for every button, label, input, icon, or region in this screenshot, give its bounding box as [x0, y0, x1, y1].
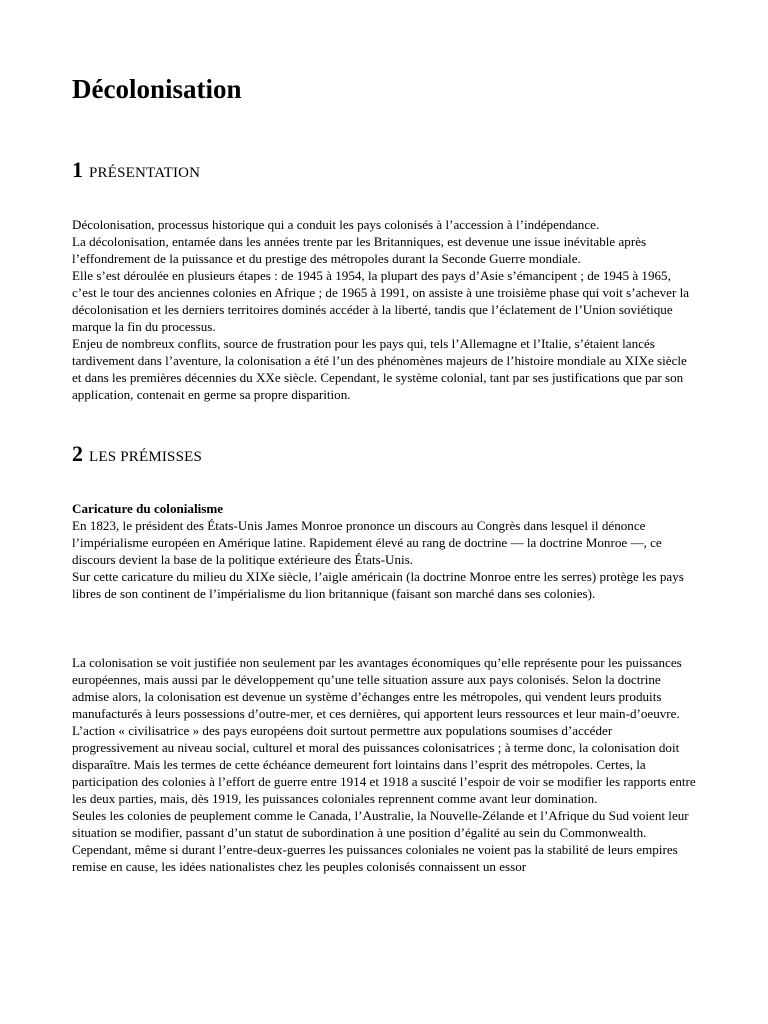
caricature-caption: [72, 500, 698, 602]
section-name: LES PRÉMISSES: [89, 449, 203, 465]
paragraph: Cependant, même si durant l’entre-deux-guerres les puissances coloniales ne voient pas la stabilité de leurs empires remise en cause, les idées nationalistes chez les peuples colonisés connaissent un essor: [72, 842, 678, 874]
paragraph: La décolonisation, entamée dans les années trente par les Britanniques, est devenue une issue inévitable après l’effondrement de la puissance et du prestige des métropoles durant la Seconde Guerre mondiale.: [72, 234, 647, 266]
premisses-body: [72, 654, 698, 875]
paragraph: Seules les colonies de peuplement comme le Canada, l’Australie, la Nouvelle-Zélande et l’Afrique du Sud voient leur situation se modifier, passant d’un statut de subordination à une position d’égalité au sein du Commonwealth.: [72, 808, 689, 840]
presentation-body: [72, 216, 698, 403]
page-title: Décolonisation: [72, 74, 242, 104]
section-number: 2: [72, 441, 83, 466]
section-name: PRÉSENTATION: [89, 165, 201, 181]
paragraph: Décolonisation, processus historique qui a conduit les pays colonisés à l’accession à l’indépendance.: [72, 217, 600, 232]
section-heading-premisses: [72, 441, 202, 470]
section-number: 1: [72, 157, 83, 182]
paragraph: En 1823, le président des États-Unis James Monroe prononce un discours au Congrès dans lesquel il dénonce l’impérialisme européen en Amérique latine. Rapidement élevé au rang de doctrine — la doctrine Monroe —, ce discours devient la base de la politique extérieure des États-Unis.: [72, 518, 662, 567]
paragraph: Enjeu de nombreux conflits, source de frustration pour les pays qui, tels l’Allemagne et l’Italie, s’étaient lancés tardivement dans l’aventure, la colonisation a été l’un des phénomènes majeurs de l’histoire mondiale au XIXe siècle et dans les premières décennies du XXe siècle. Cependant, le système colonial, tant par ses justifications que par son application, contenait en germe sa propre disparition.: [72, 336, 687, 402]
paragraph: Elle s’est déroulée en plusieurs étapes : de 1945 à 1954, la plupart des pays d’Asie s’émancipent ; de 1945 à 1965, c’est le tour des anciennes colonies en Afrique ; de 1965 à 1991, on assiste à une troisième phase qui voit s’achever la décolonisation et les derniers territoires dominés accéder à la liberté, tandis que l’éclatement de l’Union soviétique marque la fin du processus.: [72, 268, 690, 334]
paragraph: Sur cette caricature du milieu du XIXe siècle, l’aigle américain (la doctrine Monroe entre les serres) protège les pays libres de son continent de l’impérialisme du lion britannique (faisant son marché dans ses colonies).: [72, 569, 684, 601]
caption-title: Caricature du colonialisme: [72, 501, 224, 516]
paragraph: La colonisation se voit justifiée non seulement par les avantages économiques qu’elle représente pour les puissances européennes, mais aussi par le développement qu’une telle situation assure aux pays colonisés. Selon la doctrine admise alors, la colonisation est devenue un système d’échanges entre les métropoles, qui vendent leurs produits manufacturés à leurs possessions d’outre-mer, et ces dernières, qui apportent leurs ressources et leur main-d’oeuvre. L’action « civilisatrice » des pays européens doit surtout permettre aux populations soumises d’accéder progressivement au niveau social, culturel et moral des puissances colonisatrices ; à terme donc, la colonisation doit disparaître. Mais les termes de cette échéance demeurent fort lointains dans l’esprit des métropoles. Certes, la participation des colonies à l’effort de guerre entre 1914 et 1918 a suscité l’espoir de voir se modifier les rapports entre les deux parties, mais, dès 1919, les puissances coloniales reprennent comme avant leur domination.: [72, 655, 696, 806]
section-heading-presentation: [72, 157, 200, 186]
